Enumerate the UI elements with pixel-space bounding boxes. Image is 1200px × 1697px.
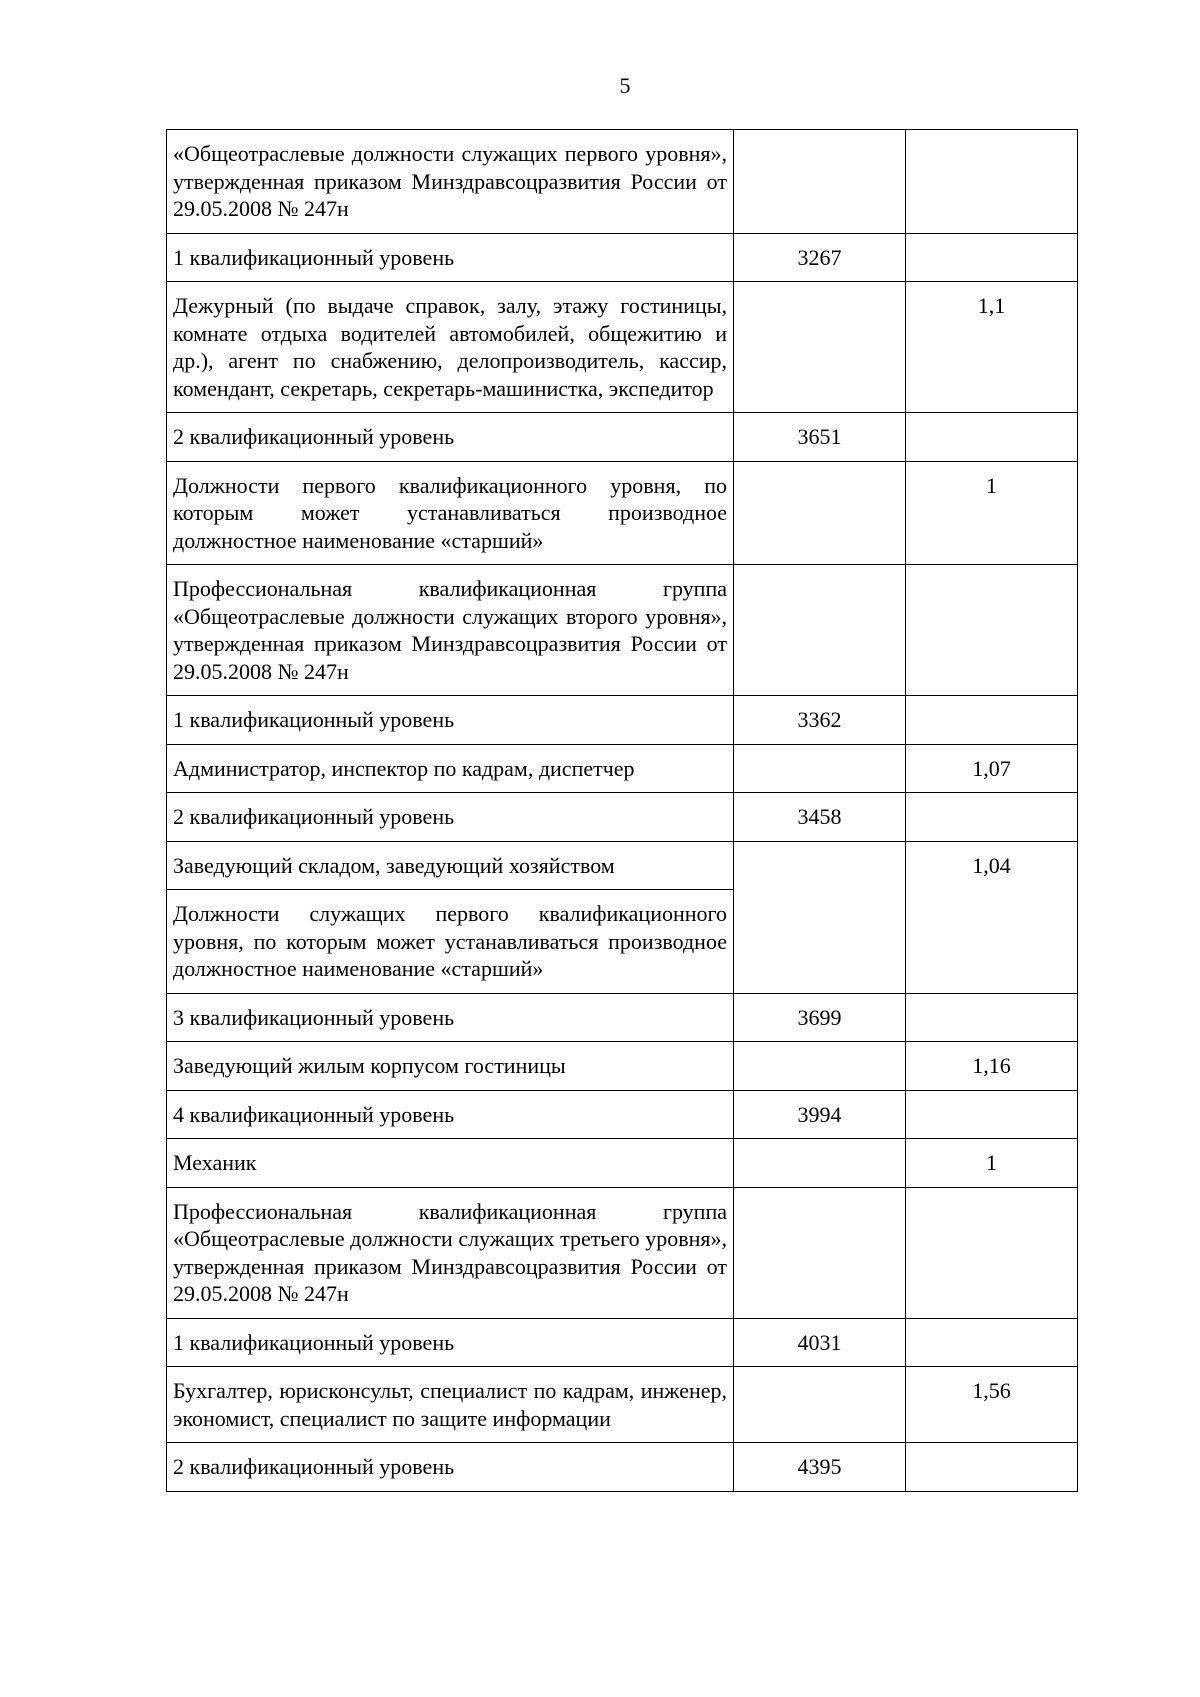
position-cell: Профессиональная квалификационная группа «Общеотраслевые должности служащих второго уровня», утвержденная приказом Минздравсоцразвития России от 29.05.2008 № 247н <box>167 565 734 696</box>
table-row <box>167 1367 1078 1443</box>
table-row <box>167 993 1078 1042</box>
position-cell: 1 квалификационный уровень <box>167 1318 734 1367</box>
position-cell: 2 квалификационный уровень <box>167 1443 734 1492</box>
coefficient-cell <box>906 993 1078 1042</box>
coefficient-cell <box>906 1187 1078 1318</box>
coefficient-cell <box>906 696 1078 745</box>
coefficient-cell: 1,16 <box>906 1042 1078 1091</box>
coefficient-cell: 1,56 <box>906 1367 1078 1443</box>
position-cell: Профессиональная квалификационная группа «Общеотраслевые должности служащих третьего уровня», утвержденная приказом Минздравсоцразвития России от 29.05.2008 № 247н <box>167 1187 734 1318</box>
salary-cell <box>734 1042 906 1091</box>
salary-cell <box>734 130 906 234</box>
table-row <box>167 696 1078 745</box>
position-cell: Администратор, инспектор по кадрам, диспетчер <box>167 744 734 793</box>
salary-cell <box>734 461 906 565</box>
table-row <box>167 130 1078 234</box>
coefficient-cell: 1,1 <box>906 282 1078 413</box>
coefficient-cell <box>906 565 1078 696</box>
coefficient-cell: 1,04 <box>906 841 1078 993</box>
table-row <box>167 1443 1078 1492</box>
salary-cell: 4031 <box>734 1318 906 1367</box>
position-cell: Должности служащих первого квалификационного уровня, по которым может устанавливаться производное должностное наименование «старший» <box>167 890 734 994</box>
salary-cell: 3458 <box>734 793 906 842</box>
position-cell: Заведующий жилым корпусом гостиницы <box>167 1042 734 1091</box>
salary-cell <box>734 1367 906 1443</box>
table-row <box>167 841 1078 890</box>
table-row <box>167 282 1078 413</box>
salary-cell: 3994 <box>734 1090 906 1139</box>
coefficient-cell: 1,07 <box>906 744 1078 793</box>
position-cell: 3 квалификационный уровень <box>167 993 734 1042</box>
coefficient-cell <box>906 1318 1078 1367</box>
coefficient-cell <box>906 233 1078 282</box>
coefficient-cell <box>906 1090 1078 1139</box>
position-cell: Бухгалтер, юрисконсульт, специалист по кадрам, инженер, экономист, специалист по защите информации <box>167 1367 734 1443</box>
table-row <box>167 1090 1078 1139</box>
coefficient-cell <box>906 793 1078 842</box>
coefficient-cell: 1 <box>906 461 1078 565</box>
salary-cell <box>734 744 906 793</box>
table-row <box>167 1139 1078 1188</box>
salary-cell: 3699 <box>734 993 906 1042</box>
salary-cell: 3267 <box>734 233 906 282</box>
table-row <box>167 793 1078 842</box>
coefficient-cell <box>906 413 1078 462</box>
salary-cell <box>734 1139 906 1188</box>
position-cell: Должности первого квалификационного уровня, по которым может устанавливаться производное должностное наименование «старший» <box>167 461 734 565</box>
salary-cell <box>734 1187 906 1318</box>
salary-cell <box>734 282 906 413</box>
table-row <box>167 565 1078 696</box>
position-cell: 2 квалификационный уровень <box>167 413 734 462</box>
table-row <box>167 233 1078 282</box>
position-cell: Заведующий складом, заведующий хозяйством <box>167 841 734 890</box>
position-cell: 1 квалификационный уровень <box>167 696 734 745</box>
salary-cell: 4395 <box>734 1443 906 1492</box>
table-row <box>167 1318 1078 1367</box>
salary-cell <box>734 841 906 993</box>
page-number: 5 <box>619 73 631 98</box>
coefficient-cell: 1 <box>906 1139 1078 1188</box>
salary-cell <box>734 565 906 696</box>
position-cell: Механик <box>167 1139 734 1188</box>
salary-cell: 3651 <box>734 413 906 462</box>
table-row <box>167 1187 1078 1318</box>
table-row <box>167 461 1078 565</box>
table-row <box>167 1042 1078 1091</box>
position-cell: 2 квалификационный уровень <box>167 793 734 842</box>
position-cell: 1 квалификационный уровень <box>167 233 734 282</box>
table-row <box>167 744 1078 793</box>
salary-table <box>166 129 1078 1492</box>
table-row <box>167 413 1078 462</box>
coefficient-cell <box>906 130 1078 234</box>
position-cell: 4 квалификационный уровень <box>167 1090 734 1139</box>
coefficient-cell <box>906 1443 1078 1492</box>
position-cell: «Общеотраслевые должности служащих первого уровня», утвержденная приказом Минздравсоцразвития России от 29.05.2008 № 247н <box>167 130 734 234</box>
salary-cell: 3362 <box>734 696 906 745</box>
position-cell: Дежурный (по выдаче справок, залу, этажу гостиницы, комнате отдыха водителей автомобилей, общежитию и др.), агент по снабжению, делопроизводитель, кассир, комендант, секретарь, секретарь-машинистка, экспедитор <box>167 282 734 413</box>
